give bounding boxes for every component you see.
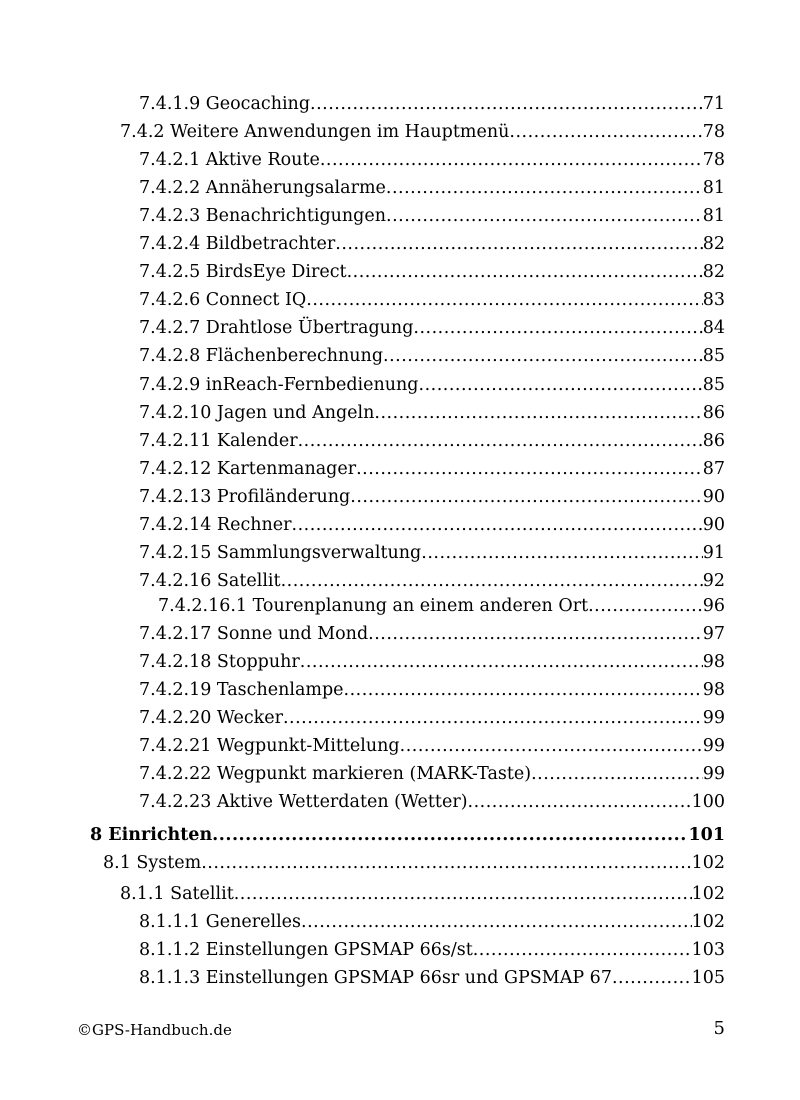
leader-dots bbox=[347, 261, 703, 283]
toc-entry[interactable] bbox=[139, 911, 725, 933]
leader-dots bbox=[356, 458, 703, 480]
toc-entry-label: 7.4.2.12 Kartenmanager bbox=[139, 459, 357, 479]
toc-entry[interactable] bbox=[139, 93, 725, 115]
toc-entry[interactable] bbox=[103, 852, 725, 874]
toc-entry[interactable] bbox=[139, 791, 725, 813]
toc-entry-label: 7.4.2.8 Flächenberechnung bbox=[139, 346, 384, 366]
leader-dots bbox=[468, 791, 692, 813]
leader-dots bbox=[531, 763, 703, 785]
toc-entry[interactable] bbox=[139, 317, 725, 339]
toc-entry-label: 7.4.2.15 Sammlungsverwaltung bbox=[139, 543, 422, 563]
toc-entry[interactable] bbox=[139, 374, 725, 396]
toc-entry-page: 90 bbox=[702, 515, 725, 535]
toc-entry-page: 71 bbox=[702, 94, 725, 114]
toc-entry-page: 87 bbox=[702, 459, 725, 479]
leader-dots bbox=[212, 824, 688, 846]
leader-dots bbox=[201, 852, 691, 874]
toc-entry[interactable] bbox=[139, 289, 725, 311]
toc-entry[interactable] bbox=[139, 430, 725, 452]
toc-entry-page: 103 bbox=[691, 940, 725, 960]
toc-entry[interactable] bbox=[139, 205, 725, 227]
leader-dots bbox=[368, 623, 703, 645]
leader-dots bbox=[301, 911, 692, 933]
toc-entry[interactable] bbox=[139, 542, 725, 564]
toc-entry-label: 8.1.1.2 Einstellungen GPSMAP 66s/st bbox=[139, 940, 473, 960]
toc-entry-label: 7.4.2.14 Rechner bbox=[139, 515, 292, 535]
toc-entry-label: 7.4.2.11 Kalender bbox=[139, 431, 298, 451]
toc-entry-page: 86 bbox=[702, 431, 725, 451]
toc-entry[interactable] bbox=[139, 458, 725, 480]
leader-dots bbox=[509, 121, 702, 143]
toc-entry[interactable] bbox=[139, 735, 725, 757]
toc-entry-page: 85 bbox=[702, 375, 725, 395]
toc-entry-label: 8 Einrichten bbox=[90, 825, 213, 845]
leader-dots bbox=[310, 93, 703, 115]
toc-entry-label: 7.4.2.21 Wegpunkt-Mittelung bbox=[139, 736, 400, 756]
leader-dots bbox=[374, 402, 702, 424]
toc-entry-page: 99 bbox=[702, 708, 725, 728]
leader-dots bbox=[292, 514, 703, 536]
toc-entry[interactable] bbox=[139, 402, 725, 424]
toc-entry[interactable] bbox=[139, 149, 725, 171]
toc-entry-page: 84 bbox=[702, 318, 725, 338]
toc-entry-page: 83 bbox=[702, 290, 725, 310]
toc-entry-label: 8.1.1 Satellit bbox=[120, 884, 234, 904]
toc-entry-page: 98 bbox=[702, 680, 725, 700]
leader-dots bbox=[413, 317, 702, 339]
toc-entry-label: 7.4.2.20 Wecker bbox=[139, 708, 283, 728]
toc-entry-page: 81 bbox=[702, 206, 725, 226]
toc-entry-label: 7.4.2.19 Taschenlampe bbox=[139, 680, 344, 700]
toc-entry-label: 7.4.2.1 Aktive Route bbox=[139, 150, 320, 170]
toc-entry-label: 7.4.1.9 Geocaching bbox=[139, 94, 311, 114]
toc-entry-label: 7.4.2.17 Sonne und Mond bbox=[139, 624, 369, 644]
toc-entry[interactable] bbox=[139, 486, 725, 508]
leader-dots bbox=[234, 883, 692, 905]
toc-entry-label: 7.4.2.3 Benachrichtigungen bbox=[139, 206, 387, 226]
leader-dots bbox=[400, 735, 703, 757]
toc-entry[interactable] bbox=[139, 261, 725, 283]
toc-entry-label: 7.4.2.23 Aktive Wetterdaten (Wetter) bbox=[139, 792, 468, 812]
toc-entry-label: 7.4.2.2 Annäherungsalarme bbox=[139, 178, 386, 198]
footer-copyright: ©GPS-Handbuch.de bbox=[77, 1021, 232, 1039]
toc-entry[interactable] bbox=[139, 651, 725, 673]
toc-entry-page: 78 bbox=[702, 122, 725, 142]
toc-entry-page: 99 bbox=[702, 736, 725, 756]
toc-entry-page: 96 bbox=[702, 596, 725, 616]
toc-entry-label: 7.4.2 Weitere Anwendungen im Hauptmenü bbox=[120, 122, 510, 142]
leader-dots bbox=[419, 374, 703, 396]
toc-entry[interactable] bbox=[139, 233, 725, 255]
toc-entry-page: 99 bbox=[702, 764, 725, 784]
footer-page-number: 5 bbox=[713, 1018, 725, 1039]
toc-entry-label: 8.1.1.3 Einstellungen GPSMAP 66sr und GPSMAP 67 bbox=[139, 968, 612, 988]
toc-entry-label: 7.4.2.4 Bildbetrachter bbox=[139, 234, 336, 254]
toc-entry-page: 101 bbox=[688, 825, 725, 845]
toc-entry-page: 78 bbox=[702, 150, 725, 170]
leader-dots bbox=[281, 570, 703, 592]
toc-entry-page: 100 bbox=[691, 792, 725, 812]
leader-dots bbox=[298, 430, 703, 452]
leader-dots bbox=[612, 967, 692, 989]
toc-entry-label: 7.4.2.6 Connect IQ bbox=[139, 290, 307, 310]
toc-entry-label: 8.1 System bbox=[103, 853, 202, 873]
toc-entry[interactable] bbox=[139, 707, 725, 729]
leader-dots bbox=[386, 205, 703, 227]
toc-entry-label: 7.4.2.16 Satellit bbox=[139, 571, 281, 591]
leader-dots bbox=[306, 289, 702, 311]
leader-dots bbox=[421, 542, 702, 564]
leader-dots bbox=[283, 707, 703, 729]
toc-entry[interactable] bbox=[158, 595, 725, 617]
toc-entry[interactable] bbox=[139, 623, 725, 645]
toc-entry[interactable] bbox=[139, 679, 725, 701]
toc-entry-label: 7.4.2.16.1 Tourenplanung an einem anderen Ort bbox=[158, 596, 589, 616]
leader-dots bbox=[320, 149, 703, 171]
toc-entry-page: 105 bbox=[691, 968, 725, 988]
leader-dots bbox=[335, 233, 702, 255]
toc-entry-label: 7.4.2.22 Wegpunkt markieren (MARK-Taste) bbox=[139, 764, 532, 784]
toc-entry-page: 91 bbox=[702, 543, 725, 563]
toc-entry-page: 82 bbox=[702, 234, 725, 254]
toc-entry-label: 7.4.2.18 Stoppuhr bbox=[139, 652, 300, 672]
toc-chapter-entry[interactable] bbox=[90, 824, 725, 846]
toc-entry-page: 85 bbox=[702, 346, 725, 366]
toc-entry-label: 8.1.1.1 Generelles bbox=[139, 912, 302, 932]
toc-entry-page: 102 bbox=[691, 912, 725, 932]
toc-entry[interactable] bbox=[139, 345, 725, 367]
toc-entry-page: 92 bbox=[702, 571, 725, 591]
toc-entry-label: 7.4.2.5 BirdsEye Direct bbox=[139, 262, 347, 282]
toc-entry-page: 86 bbox=[702, 403, 725, 423]
toc-entry-label: 7.4.2.13 Profiländerung bbox=[139, 487, 351, 507]
toc-entry-page: 102 bbox=[691, 884, 725, 904]
toc-entry[interactable] bbox=[139, 763, 725, 785]
toc-entry[interactable] bbox=[139, 939, 725, 961]
toc-entry[interactable] bbox=[139, 177, 725, 199]
leader-dots bbox=[588, 595, 703, 617]
toc-entry-page: 98 bbox=[702, 652, 725, 672]
toc-entry-label: 7.4.2.7 Drahtlose Übertragung bbox=[139, 318, 414, 338]
leader-dots bbox=[386, 177, 703, 199]
toc-entry-page: 90 bbox=[702, 487, 725, 507]
leader-dots bbox=[300, 651, 703, 673]
toc-entry[interactable] bbox=[139, 570, 725, 592]
toc-entry[interactable] bbox=[139, 514, 725, 536]
toc-entry-label: 7.4.2.9 inReach-Fernbedienung bbox=[139, 375, 419, 395]
leader-dots bbox=[383, 345, 703, 367]
toc-entry[interactable] bbox=[120, 883, 725, 905]
toc-entry-page: 82 bbox=[702, 262, 725, 282]
toc-entry[interactable] bbox=[120, 121, 725, 143]
toc-entry[interactable] bbox=[139, 967, 725, 989]
toc-entry-label: 7.4.2.10 Jagen und Angeln bbox=[139, 403, 375, 423]
toc-entry-page: 81 bbox=[702, 178, 725, 198]
toc-entry-page: 97 bbox=[702, 624, 725, 644]
toc-entry-page: 102 bbox=[691, 853, 725, 873]
leader-dots bbox=[473, 939, 692, 961]
leader-dots bbox=[344, 679, 703, 701]
leader-dots bbox=[350, 486, 702, 508]
